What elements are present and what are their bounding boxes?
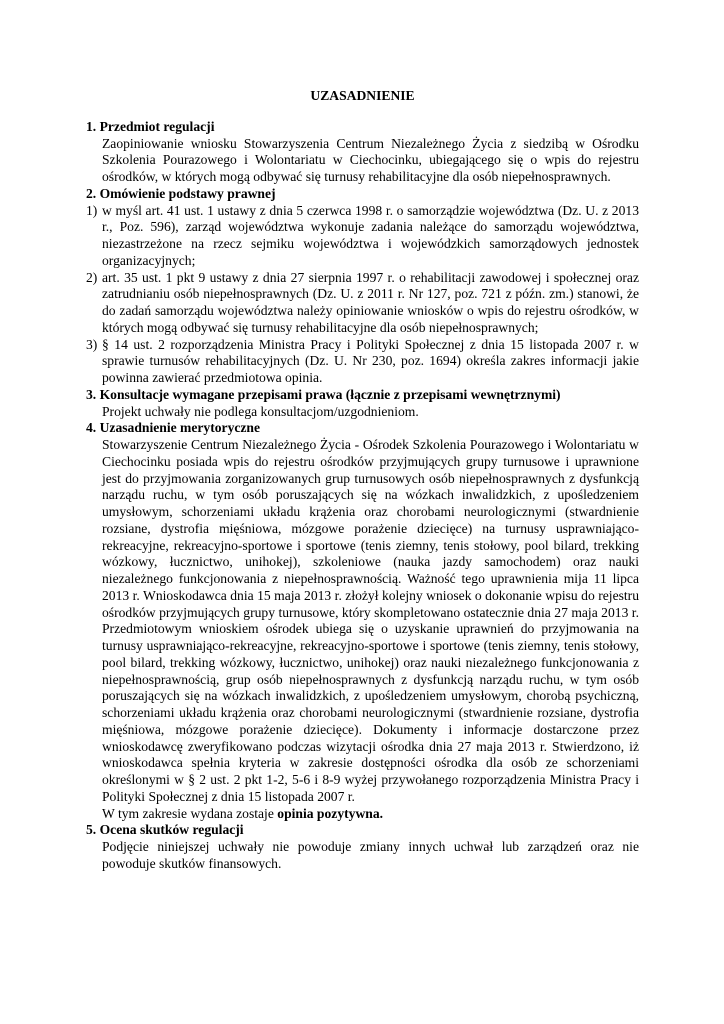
section-3-text: Projekt uchwały nie podlega konsultacjom/uzgodnieniom.	[102, 403, 419, 419]
section-1-text: Zaopiniowanie wniosku Stowarzyszenia Centrum Niezależnego Życia z siedzibą w Ośrodku Szkolenia Pourazowego i Wolontariatu w Ciechocinku, ubiegającego się o wpis do rejestru ośrodków, w których mogą odbywać się turnusy rehabilitacyjne dla osób niepełnosprawnych.	[102, 135, 639, 184]
document-title: UZASADNIENIE	[310, 88, 415, 103]
section-4-text: Stowarzyszenie Centrum Niezależnego Życia - Ośrodek Szkolenia Pourazowego i Wolontariatu w Ciechocinku posiada wpis do rejestru ośrodków przyjmujących grupy turnusowe i uprawnione jest do przyjmowania zorganizowanych grup turnusowych osób niepełnosprawnych z dysfunkcją narządu ruchu, w tym osób poruszających się na wózkach inwalidzkich, z upośledzeniem umysłowym, schorzeniami układu krążenia oraz chorobami neurologicznymi (stwardnienie rozsiane, dystrofia mięśniowa, mózgowe porażenie dziecięce) na turnusy usprawniająco-rekreacyjne, rekreacyjno-sportowe i sportowe (tenis ziemny, tenis stołowy, pool bilard, trekking wózkowy, łucznictwo, unihokej), szkoleniowe (nauka jazdy samochodem) oraz nauki niezależnego funkcjonowania z niepełnosprawnością. Ważność tego uprawnienia mija 11 lipca 2013 r. Wnioskodawca dnia 15 maja 2013 r. złożył kolejny wniosek o dokonanie wpisu do rejestru ośrodków przyjmujących grupy turnusowe, który skompletowano ostatecznie dnia 27 maja 2013 r. Przedmiotowym wnioskiem ośrodek ubiega się o uzyskanie uprawnień do przyjmowania na turnusy usprawniająco-rekreacyjne, rekreacyjno-sportowe i sportowe (tenis ziemny, tenis stołowy, pool bilard, trekking wózkowy, łucznictwo, unihokej) oraz nauki niezależnego funkcjonowania z niepełnosprawnością, grup osób niepełnosprawnych z dysfunkcją narządu ruchu, w tym osób poruszających się na wózkach inwalidzkich, z upośledzeniem umysłowym, chorobą psychiczną, schorzeniami układu krążenia oraz chorobami neurologicznymi (stwardnienie rozsiane, dystrofia mięśniowa, mózgowe porażenie dziecięce). Dokumenty i informacje dostarczone przez wnioskodawcę zweryfikowano podczas wizytacji ośrodka dnia 27 maja 2013 r. Stwierdzono, iż wnioskodawca spełnia kryteria w zakresie dostępności ośrodka dla osób ze schorzeniami określonymi w § 2 ust. 2 pkt 1-2, 5-6 i 8-9 wyżej przywołanego rozporządzenia Ministra Pracy i Polityki Społecznej z dnia 15 listopada 2007 r.	[102, 437, 639, 804]
item-text: w myśl art. 41 ust. 1 ustawy z dnia 5 czerwca 1998 r. o samorządzie województwa (Dz. U. z 2013 r., Poz. 596), zarząd województwa wykonuje zadania należące do samorządu województwa, niezastrzeżone na rzecz sejmiku województwa i wojewódzkich samorządowych jednostek organizacyjnych;	[102, 202, 639, 268]
item-number: 1)	[86, 202, 98, 218]
section-5-heading: 5. Ocena skutków regulacji	[86, 822, 244, 838]
legal-basis-item-3	[86, 337, 639, 387]
item-number: 3)	[86, 336, 98, 352]
item-text: art. 35 ust. 1 pkt 9 ustawy z dnia 27 sierpnia 1997 r. o rehabilitacji zawodowej i społecznej oraz zatrudnianiu osób niepełnosprawnych (Dz. U. z 2011 r. Nr 127, poz. 721 z późn. zm.) stanowi, że do zadań samorządu województwa należy opiniowanie wniosków o wpis do rejestru ośrodków, w których mogą odbywać się turnusy rehabilitacyjne dla osób niepełnosprawnych;	[102, 269, 639, 335]
section-3-heading: 3. Konsultacje wymagane przepisami prawa (łącznie z przepisami wewnętrznymi)	[86, 386, 561, 402]
item-text: § 14 ust. 2 rozporządzenia Ministra Pracy i Polityki Społecznej z dnia 15 listopada 2007 r. w sprawie turnusów rehabilitacyjnych (Dz. U. Nr 230, poz. 1694) określa zakres informacji jakie powinna zawierać przedmiotowa opinia.	[102, 336, 639, 385]
section-2-heading: 2. Omówienie podstawy prawnej	[86, 185, 276, 201]
section-5-text: Podjęcie niniejszej uchwały nie powoduje zmiany innych uchwał lub zarządzeń oraz nie powoduje skutków finansowych.	[102, 839, 639, 871]
section-4-heading: 4. Uzasadnienie merytoryczne	[86, 420, 261, 436]
section-4-conclusion	[102, 806, 639, 823]
legal-basis-item-2	[86, 270, 639, 337]
section-1-heading: 1. Przedmiot regulacji	[86, 118, 215, 134]
item-number: 2)	[86, 269, 98, 285]
document-page	[86, 88, 639, 873]
legal-basis-item-1	[86, 203, 639, 270]
conclusion-text: W tym zakresie wydana zostaje	[102, 805, 278, 821]
conclusion-verdict: opinia pozytywna.	[277, 805, 384, 821]
